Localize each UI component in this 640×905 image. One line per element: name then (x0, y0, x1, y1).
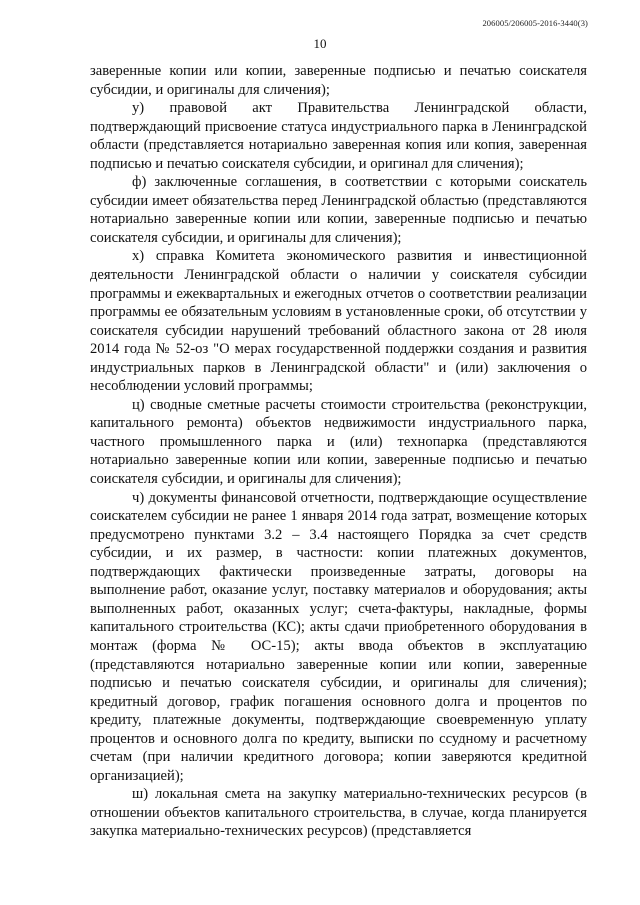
paragraph-item-ch: ч) документы финансовой отчетности, подтверждающие осуществление соискателем субсидии не ранее 1 января 2014 года затрат, возмещение которых предусмотрено пунктами 3.2 – 3.4 настоящего Порядка за счет средств субсидии, и их размер, в частности: копии платежных документов, подтверждающих фактически произведенные затраты, договоры на выполнение работ, оказание услуг, поставку материалов и оборудования; акты выполненных работ, оказанных услуг; счета-фактуры, накладные, формы капитального строительства (КС); акты сдачи приобретенного оборудования в монтаж (форма № ОС-15); акты ввода объектов в эксплуатацию (представляются нотариально заверенные копии или копии, заверенные подписью и печатью соискателя субсидии, и оригиналы для сличения); кредитный договор, график погашения основного долга и процентов по кредиту, платежные документы, подтверждающие своевременную уплату процентов и основного долга по кредиту, выписки по ссудному и расчетному счетам (при наличии кредитного договора; копии заверяются кредитной организацией); (90, 489, 587, 784)
document-body (90, 62, 587, 841)
page-number: 10 (313, 36, 327, 51)
paragraph-item-kh: х) справка Комитета экономического развития и инвестиционной деятельности Ленинградской области о наличии у соискателя субсидии программы и ежеквартальных и ежегодных отчетов о соответствии реализации программы ее обязательным условиям в установленные сроки, об отсутствии у соискателя субсидии нарушений требований областного закона от 28 июля 2014 года № 52-оз "О мерах государственной поддержки создания и развития индустриальных парков в Ленинградской области" и (или) заключения о несоблюдении условий программы; (90, 248, 587, 395)
paragraph-item-sh: ш) локальная смета на закупку материально-технических ресурсов (в отношении объектов капитального строительства, в случае, когда планируется закупка материально-технических ресурсов) (представляется (90, 786, 587, 840)
paragraph-item-f: ф) заключенные соглашения, в соответствии с которыми соискатель субсидии имеет обязательства перед Ленинградской областью (представляются нотариально заверенные копии или копии, заверенные подписью и печатью соискателя субсидии, и оригиналы для сличения); (90, 174, 587, 246)
document-id: 206005/206005-2016-3440(3) (482, 18, 588, 28)
paragraph-item-ts: ц) сводные сметные расчеты стоимости строительства (реконструкции, капитального ремонта) объектов недвижимости индустриального парка, частного промышленного парка и (или) технопарка (представляются нотариально заверенные копии или копии, заверенные подписью и печатью соискателя субсидии, и оригиналы для сличения); (90, 396, 587, 488)
paragraph-item-u: у) правовой акт Правительства Ленинградской области, подтверждающий присвоение статуса индустриального парка в Ленинградской области (представляется нотариально заверенная копия или копия, заверенная подписью и печатью соискателя субсидии, и оригинал для сличения); (90, 100, 587, 172)
paragraph-continuation: заверенные копии или копии, заверенные подписью и печатью соискателя субсидии, и оригиналы для сличения); (90, 63, 587, 98)
